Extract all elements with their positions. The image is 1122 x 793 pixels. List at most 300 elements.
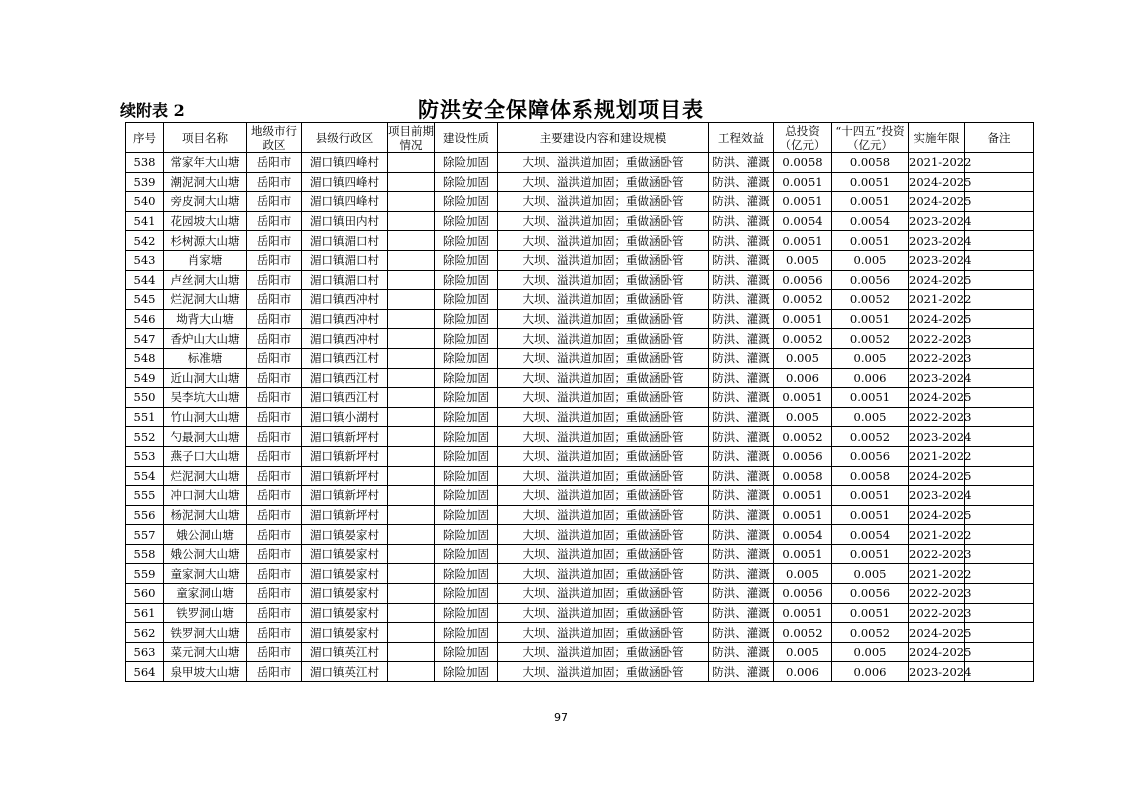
cell-plan: 0.0056 xyxy=(832,446,909,466)
cell-prior xyxy=(388,662,435,682)
table-row xyxy=(126,388,1034,408)
cell-county: 湄口镇四峰村 xyxy=(302,192,388,212)
cell-nature: 除险加固 xyxy=(435,623,498,643)
cell-city: 岳阳市 xyxy=(247,172,302,192)
cell-prior xyxy=(388,231,435,251)
cell-benefit: 防洪、灌溉 xyxy=(709,544,774,564)
cell-content: 大坝、溢洪道加固；重做涵卧管 xyxy=(498,270,709,290)
cell-nature: 除险加固 xyxy=(435,309,498,329)
cell-city: 岳阳市 xyxy=(247,623,302,643)
cell-plan: 0.006 xyxy=(832,662,909,682)
cell-total: 0.0051 xyxy=(774,172,832,192)
cell-county: 湄口镇西江村 xyxy=(302,388,388,408)
project-table xyxy=(125,122,1034,682)
cell-name: 杨泥洞大山塘 xyxy=(164,505,247,525)
cell-total: 0.0051 xyxy=(774,486,832,506)
cell-name: 童家洞山塘 xyxy=(164,584,247,604)
cell-no: 545 xyxy=(126,290,164,310)
cell-years: 2022-2023 xyxy=(909,329,965,349)
cell-nature: 除险加固 xyxy=(435,231,498,251)
cell-plan: 0.0051 xyxy=(832,192,909,212)
cell-name: 香炉山大山塘 xyxy=(164,329,247,349)
cell-years: 2022-2023 xyxy=(909,407,965,427)
cell-city: 岳阳市 xyxy=(247,446,302,466)
cell-city: 岳阳市 xyxy=(247,564,302,584)
cell-total: 0.0056 xyxy=(774,584,832,604)
cell-plan: 0.006 xyxy=(832,368,909,388)
cell-note xyxy=(965,211,1034,231)
cell-benefit: 防洪、灌溉 xyxy=(709,192,774,212)
cell-note xyxy=(965,348,1034,368)
cell-note xyxy=(965,486,1034,506)
table-row xyxy=(126,662,1034,682)
cell-benefit: 防洪、灌溉 xyxy=(709,329,774,349)
cell-city: 岳阳市 xyxy=(247,270,302,290)
cell-prior xyxy=(388,348,435,368)
cell-note xyxy=(965,290,1034,310)
cell-content: 大坝、溢洪道加固；重做涵卧管 xyxy=(498,446,709,466)
cell-years: 2024-2025 xyxy=(909,642,965,662)
cell-no: 538 xyxy=(126,153,164,173)
cell-years: 2024-2025 xyxy=(909,172,965,192)
cell-plan: 0.0058 xyxy=(832,153,909,173)
cell-total: 0.0052 xyxy=(774,329,832,349)
cell-county: 湄口镇英江村 xyxy=(302,642,388,662)
cell-note xyxy=(965,525,1034,545)
cell-plan: 0.0051 xyxy=(832,388,909,408)
cell-benefit: 防洪、灌溉 xyxy=(709,270,774,290)
cell-note xyxy=(965,309,1034,329)
cell-note xyxy=(965,505,1034,525)
table-header-row xyxy=(126,123,1034,153)
cell-no: 555 xyxy=(126,486,164,506)
cell-total: 0.005 xyxy=(774,250,832,270)
cell-content: 大坝、溢洪道加固；重做涵卧管 xyxy=(498,623,709,643)
cell-note xyxy=(965,250,1034,270)
cell-benefit: 防洪、灌溉 xyxy=(709,584,774,604)
cell-prior xyxy=(388,211,435,231)
cell-no: 542 xyxy=(126,231,164,251)
table-row xyxy=(126,329,1034,349)
cell-county: 湄口镇新坪村 xyxy=(302,446,388,466)
cell-city: 岳阳市 xyxy=(247,388,302,408)
cell-city: 岳阳市 xyxy=(247,192,302,212)
cell-city: 岳阳市 xyxy=(247,211,302,231)
cell-nature: 除险加固 xyxy=(435,153,498,173)
cell-plan: 0.0051 xyxy=(832,603,909,623)
cell-benefit: 防洪、灌溉 xyxy=(709,642,774,662)
col-header-no: 序号 xyxy=(126,123,164,153)
cell-total: 0.0052 xyxy=(774,427,832,447)
cell-note xyxy=(965,231,1034,251)
cell-content: 大坝、溢洪道加固；重做涵卧管 xyxy=(498,662,709,682)
cell-county: 湄口镇晏家村 xyxy=(302,564,388,584)
cell-nature: 除险加固 xyxy=(435,348,498,368)
cell-name: 冲口洞大山塘 xyxy=(164,486,247,506)
cell-years: 2023-2024 xyxy=(909,427,965,447)
table-row xyxy=(126,192,1034,212)
cell-total: 0.0051 xyxy=(774,192,832,212)
cell-benefit: 防洪、灌溉 xyxy=(709,662,774,682)
cell-note xyxy=(965,388,1034,408)
cell-years: 2024-2025 xyxy=(909,388,965,408)
cell-no: 539 xyxy=(126,172,164,192)
cell-years: 2021-2022 xyxy=(909,525,965,545)
cell-city: 岳阳市 xyxy=(247,544,302,564)
table-row xyxy=(126,211,1034,231)
cell-plan: 0.0056 xyxy=(832,584,909,604)
cell-plan: 0.0051 xyxy=(832,309,909,329)
cell-county: 湄口镇湄口村 xyxy=(302,231,388,251)
cell-county: 湄口镇新坪村 xyxy=(302,486,388,506)
cell-name: 娥公洞山塘 xyxy=(164,525,247,545)
cell-nature: 除险加固 xyxy=(435,329,498,349)
cell-content: 大坝、溢洪道加固；重做涵卧管 xyxy=(498,525,709,545)
cell-name: 菜元洞大山塘 xyxy=(164,642,247,662)
cell-content: 大坝、溢洪道加固；重做涵卧管 xyxy=(498,564,709,584)
cell-prior xyxy=(388,329,435,349)
cell-benefit: 防洪、灌溉 xyxy=(709,231,774,251)
table-row xyxy=(126,309,1034,329)
cell-county: 湄口镇四峰村 xyxy=(302,172,388,192)
cell-no: 540 xyxy=(126,192,164,212)
cell-nature: 除险加固 xyxy=(435,525,498,545)
cell-content: 大坝、溢洪道加固；重做涵卧管 xyxy=(498,388,709,408)
cell-benefit: 防洪、灌溉 xyxy=(709,211,774,231)
table-row xyxy=(126,466,1034,486)
cell-total: 0.0052 xyxy=(774,290,832,310)
cell-years: 2023-2024 xyxy=(909,486,965,506)
cell-county: 湄口镇晏家村 xyxy=(302,603,388,623)
cell-years: 2024-2025 xyxy=(909,505,965,525)
cell-total: 0.0051 xyxy=(774,603,832,623)
cell-no: 543 xyxy=(126,250,164,270)
cell-name: 标准塘 xyxy=(164,348,247,368)
cell-city: 岳阳市 xyxy=(247,250,302,270)
cell-content: 大坝、溢洪道加固；重做涵卧管 xyxy=(498,544,709,564)
cell-total: 0.0052 xyxy=(774,623,832,643)
cell-note xyxy=(965,270,1034,290)
cell-nature: 除险加固 xyxy=(435,603,498,623)
cell-content: 大坝、溢洪道加固；重做涵卧管 xyxy=(498,329,709,349)
cell-total: 0.005 xyxy=(774,407,832,427)
cell-nature: 除险加固 xyxy=(435,172,498,192)
cell-plan: 0.0051 xyxy=(832,172,909,192)
table-row xyxy=(126,642,1034,662)
cell-city: 岳阳市 xyxy=(247,153,302,173)
table-row xyxy=(126,270,1034,290)
cell-content: 大坝、溢洪道加固；重做涵卧管 xyxy=(498,192,709,212)
cell-years: 2024-2025 xyxy=(909,192,965,212)
cell-total: 0.0051 xyxy=(774,544,832,564)
cell-no: 549 xyxy=(126,368,164,388)
cell-content: 大坝、溢洪道加固；重做涵卧管 xyxy=(498,309,709,329)
cell-total: 0.0058 xyxy=(774,466,832,486)
table-row xyxy=(126,525,1034,545)
cell-county: 湄口镇四峰村 xyxy=(302,153,388,173)
table-row xyxy=(126,486,1034,506)
cell-nature: 除险加固 xyxy=(435,211,498,231)
cell-city: 岳阳市 xyxy=(247,329,302,349)
page-number: 97 xyxy=(554,711,568,724)
col-header-prior: 项目前期情况 xyxy=(388,123,434,152)
cell-no: 560 xyxy=(126,584,164,604)
cell-prior xyxy=(388,486,435,506)
cell-note xyxy=(965,642,1034,662)
cell-plan: 0.0052 xyxy=(832,329,909,349)
cell-content: 大坝、溢洪道加固；重做涵卧管 xyxy=(498,172,709,192)
cell-county: 湄口镇小湖村 xyxy=(302,407,388,427)
cell-note xyxy=(965,446,1034,466)
cell-nature: 除险加固 xyxy=(435,270,498,290)
cell-total: 0.0054 xyxy=(774,525,832,545)
cell-prior xyxy=(388,407,435,427)
col-header-content: 主要建设内容和建设规模 xyxy=(498,123,709,153)
table-row xyxy=(126,153,1034,173)
cell-content: 大坝、溢洪道加固；重做涵卧管 xyxy=(498,368,709,388)
table-row xyxy=(126,544,1034,564)
cell-benefit: 防洪、灌溉 xyxy=(709,466,774,486)
cell-note xyxy=(965,584,1034,604)
cell-name: 近山洞大山塘 xyxy=(164,368,247,388)
cell-plan: 0.0054 xyxy=(832,525,909,545)
cell-nature: 除险加固 xyxy=(435,486,498,506)
cell-county: 湄口镇晏家村 xyxy=(302,544,388,564)
cell-plan: 0.0052 xyxy=(832,623,909,643)
cell-content: 大坝、溢洪道加固；重做涵卧管 xyxy=(498,250,709,270)
cell-no: 558 xyxy=(126,544,164,564)
cell-plan: 0.005 xyxy=(832,407,909,427)
cell-years: 2024-2025 xyxy=(909,309,965,329)
cell-name: 吴李坑大山塘 xyxy=(164,388,247,408)
cell-benefit: 防洪、灌溉 xyxy=(709,250,774,270)
cell-prior xyxy=(388,427,435,447)
cell-total: 0.0051 xyxy=(774,231,832,251)
cell-name: 坳背大山塘 xyxy=(164,309,247,329)
cell-plan: 0.0052 xyxy=(832,427,909,447)
table-row xyxy=(126,231,1034,251)
cell-years: 2021-2022 xyxy=(909,290,965,310)
cell-city: 岳阳市 xyxy=(247,290,302,310)
cell-name: 烂泥洞大山塘 xyxy=(164,466,247,486)
cell-prior xyxy=(388,250,435,270)
cell-name: 卢丝洞大山塘 xyxy=(164,270,247,290)
col-header-total: 总投资（亿元） xyxy=(774,123,832,153)
cell-plan: 0.005 xyxy=(832,642,909,662)
cell-benefit: 防洪、灌溉 xyxy=(709,348,774,368)
cell-city: 岳阳市 xyxy=(247,603,302,623)
cell-county: 湄口镇湄口村 xyxy=(302,250,388,270)
cell-years: 2024-2025 xyxy=(909,270,965,290)
cell-years: 2023-2024 xyxy=(909,250,965,270)
cell-note xyxy=(965,603,1034,623)
table-row xyxy=(126,564,1034,584)
cell-name: 泉甲坡大山塘 xyxy=(164,662,247,682)
cell-city: 岳阳市 xyxy=(247,525,302,545)
cell-county: 湄口镇西冲村 xyxy=(302,290,388,310)
cell-no: 552 xyxy=(126,427,164,447)
cell-county: 湄口镇晏家村 xyxy=(302,525,388,545)
cell-nature: 除险加固 xyxy=(435,544,498,564)
table-row xyxy=(126,290,1034,310)
cell-prior xyxy=(388,505,435,525)
cell-note xyxy=(965,368,1034,388)
cell-total: 0.005 xyxy=(774,348,832,368)
cell-years: 2022-2023 xyxy=(909,544,965,564)
table-row xyxy=(126,368,1034,388)
cell-years: 2021-2022 xyxy=(909,564,965,584)
cell-county: 湄口镇西江村 xyxy=(302,368,388,388)
cell-benefit: 防洪、灌溉 xyxy=(709,388,774,408)
cell-no: 548 xyxy=(126,348,164,368)
cell-content: 大坝、溢洪道加固；重做涵卧管 xyxy=(498,642,709,662)
cell-note xyxy=(965,544,1034,564)
cell-name: 烂泥洞大山塘 xyxy=(164,290,247,310)
cell-benefit: 防洪、灌溉 xyxy=(709,427,774,447)
cell-county: 湄口镇西江村 xyxy=(302,348,388,368)
cell-prior xyxy=(388,446,435,466)
cell-total: 0.0056 xyxy=(774,270,832,290)
cell-nature: 除险加固 xyxy=(435,192,498,212)
cell-county: 湄口镇湄口村 xyxy=(302,270,388,290)
cell-benefit: 防洪、灌溉 xyxy=(709,525,774,545)
table-row xyxy=(126,348,1034,368)
cell-note xyxy=(965,427,1034,447)
cell-benefit: 防洪、灌溉 xyxy=(709,368,774,388)
cell-name: 童家洞大山塘 xyxy=(164,564,247,584)
cell-plan: 0.0056 xyxy=(832,270,909,290)
col-header-years: 实施年限 xyxy=(909,123,965,153)
cell-prior xyxy=(388,544,435,564)
cell-content: 大坝、溢洪道加固；重做涵卧管 xyxy=(498,211,709,231)
cell-nature: 除险加固 xyxy=(435,505,498,525)
cell-total: 0.0051 xyxy=(774,388,832,408)
cell-no: 554 xyxy=(126,466,164,486)
table-row xyxy=(126,623,1034,643)
cell-note xyxy=(965,172,1034,192)
cell-note xyxy=(965,623,1034,643)
col-header-nature: 建设性质 xyxy=(435,123,498,153)
cell-prior xyxy=(388,603,435,623)
cell-note xyxy=(965,192,1034,212)
cell-name: 肖家塘 xyxy=(164,250,247,270)
cell-no: 556 xyxy=(126,505,164,525)
cell-city: 岳阳市 xyxy=(247,486,302,506)
cell-content: 大坝、溢洪道加固；重做涵卧管 xyxy=(498,603,709,623)
cell-prior xyxy=(388,192,435,212)
cell-city: 岳阳市 xyxy=(247,427,302,447)
cell-nature: 除险加固 xyxy=(435,564,498,584)
cell-nature: 除险加固 xyxy=(435,388,498,408)
cell-name: 旁皮洞大山塘 xyxy=(164,192,247,212)
cell-note xyxy=(965,329,1034,349)
cell-content: 大坝、溢洪道加固；重做涵卧管 xyxy=(498,505,709,525)
cell-county: 湄口镇英江村 xyxy=(302,662,388,682)
cell-prior xyxy=(388,368,435,388)
cell-no: 546 xyxy=(126,309,164,329)
cell-prior xyxy=(388,564,435,584)
cell-benefit: 防洪、灌溉 xyxy=(709,564,774,584)
col-header-name: 项目名称 xyxy=(164,123,247,153)
cell-total: 0.0051 xyxy=(774,505,832,525)
cell-prior xyxy=(388,642,435,662)
cell-note xyxy=(965,153,1034,173)
cell-plan: 0.005 xyxy=(832,348,909,368)
cell-city: 岳阳市 xyxy=(247,368,302,388)
cell-nature: 除险加固 xyxy=(435,427,498,447)
cell-content: 大坝、溢洪道加固；重做涵卧管 xyxy=(498,153,709,173)
cell-no: 550 xyxy=(126,388,164,408)
cell-years: 2023-2024 xyxy=(909,368,965,388)
cell-name: 杉树源大山塘 xyxy=(164,231,247,251)
cell-nature: 除险加固 xyxy=(435,642,498,662)
cell-plan: 0.005 xyxy=(832,250,909,270)
cell-name: 花园坡大山塘 xyxy=(164,211,247,231)
cell-benefit: 防洪、灌溉 xyxy=(709,153,774,173)
table-body xyxy=(126,153,1034,682)
cell-no: 547 xyxy=(126,329,164,349)
cell-years: 2023-2024 xyxy=(909,662,965,682)
cell-prior xyxy=(388,623,435,643)
cell-county: 湄口镇新坪村 xyxy=(302,427,388,447)
table-row xyxy=(126,603,1034,623)
cell-nature: 除险加固 xyxy=(435,466,498,486)
cell-years: 2023-2024 xyxy=(909,231,965,251)
col-header-county: 县级行政区 xyxy=(302,123,388,153)
cell-note xyxy=(965,564,1034,584)
cell-nature: 除险加固 xyxy=(435,446,498,466)
cell-name: 铁罗洞山塘 xyxy=(164,603,247,623)
cell-city: 岳阳市 xyxy=(247,505,302,525)
cell-no: 564 xyxy=(126,662,164,682)
cell-total: 0.0056 xyxy=(774,446,832,466)
cell-years: 2024-2025 xyxy=(909,623,965,643)
table-row xyxy=(126,250,1034,270)
cell-county: 湄口镇田内村 xyxy=(302,211,388,231)
cell-no: 553 xyxy=(126,446,164,466)
cell-name: 燕子口大山塘 xyxy=(164,446,247,466)
cell-county: 湄口镇晏家村 xyxy=(302,584,388,604)
cell-no: 541 xyxy=(126,211,164,231)
cell-years: 2022-2023 xyxy=(909,348,965,368)
cell-prior xyxy=(388,270,435,290)
cell-note xyxy=(965,407,1034,427)
cell-city: 岳阳市 xyxy=(247,466,302,486)
cell-city: 岳阳市 xyxy=(247,348,302,368)
cell-plan: 0.0051 xyxy=(832,486,909,506)
cell-total: 0.0058 xyxy=(774,153,832,173)
cell-content: 大坝、溢洪道加固；重做涵卧管 xyxy=(498,407,709,427)
cell-city: 岳阳市 xyxy=(247,231,302,251)
cell-years: 2022-2023 xyxy=(909,603,965,623)
cell-prior xyxy=(388,290,435,310)
cell-content: 大坝、溢洪道加固；重做涵卧管 xyxy=(498,427,709,447)
cell-content: 大坝、溢洪道加固；重做涵卧管 xyxy=(498,584,709,604)
cell-nature: 除险加固 xyxy=(435,368,498,388)
table-row xyxy=(126,427,1034,447)
cell-content: 大坝、溢洪道加固；重做涵卧管 xyxy=(498,486,709,506)
cell-nature: 除险加固 xyxy=(435,584,498,604)
cell-nature: 除险加固 xyxy=(435,250,498,270)
cell-years: 2024-2025 xyxy=(909,466,965,486)
cell-years: 2021-2022 xyxy=(909,153,965,173)
col-header-benefit: 工程效益 xyxy=(709,123,774,153)
table-row xyxy=(126,584,1034,604)
cell-no: 557 xyxy=(126,525,164,545)
cell-plan: 0.0051 xyxy=(832,544,909,564)
cell-city: 岳阳市 xyxy=(247,309,302,329)
cell-name: 勺最洞大山塘 xyxy=(164,427,247,447)
